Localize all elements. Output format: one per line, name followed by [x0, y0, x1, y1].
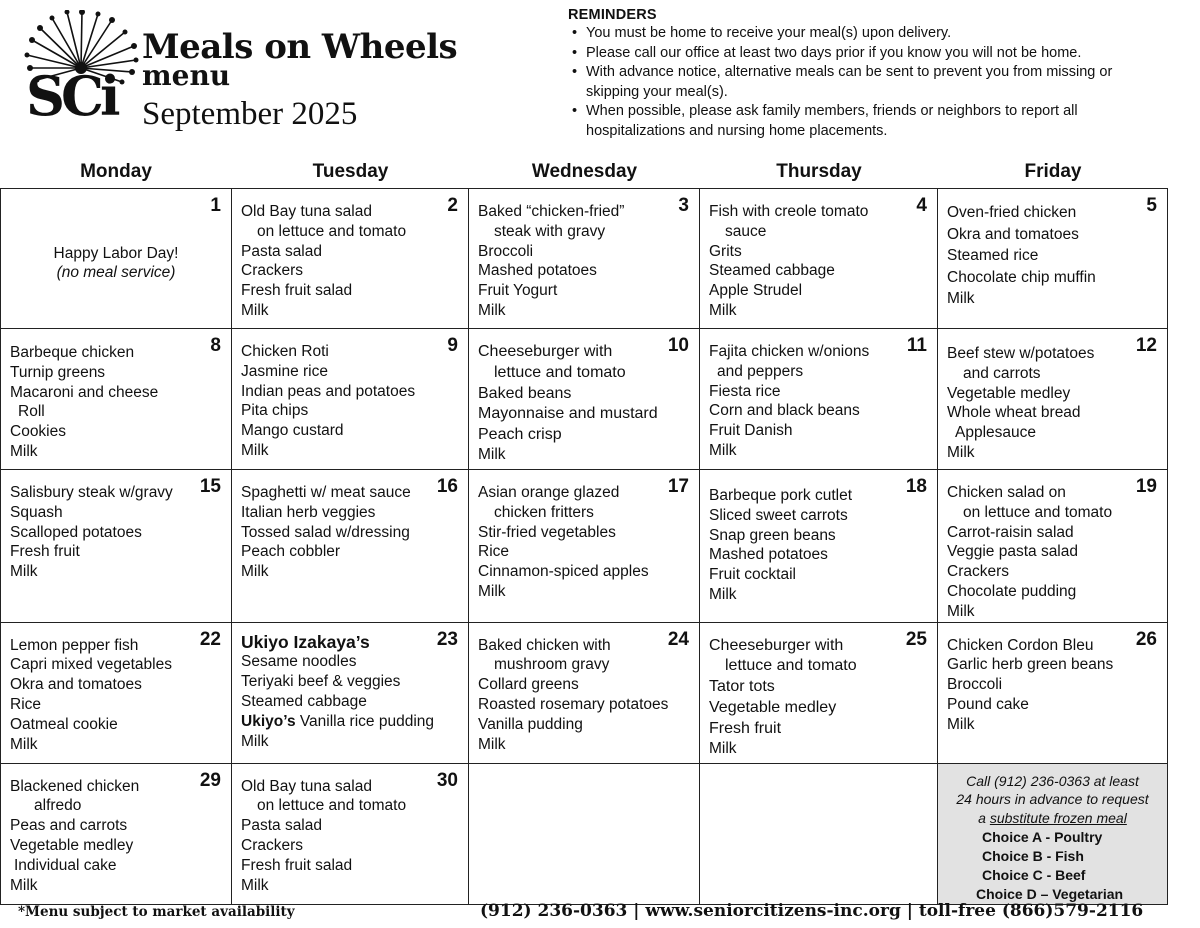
meal-item: Cheeseburger with: [709, 636, 844, 654]
meal-list: [232, 764, 468, 896]
day-number: 4: [916, 195, 927, 216]
empty-cell: [469, 763, 700, 905]
day-number: 2: [447, 195, 458, 216]
day-cell: [469, 329, 700, 470]
meal-list: [1, 470, 231, 582]
meal-item: Cheeseburger with: [478, 343, 613, 360]
meal-item: Vegetable medley: [10, 836, 134, 854]
meal-item: Milk: [709, 301, 737, 319]
meal-item: Salisbury steak w/gravy: [10, 484, 173, 501]
meal-item: Fresh fruit salad: [241, 282, 353, 300]
day-cell: [1, 622, 232, 763]
meal-item: Vegetable medley: [947, 384, 1071, 402]
meal-item: Fresh fruit: [709, 719, 782, 737]
meal-item: Peach cobbler: [241, 543, 341, 561]
meal-item: Okra and tomatoes: [10, 676, 142, 694]
meal-item: Milk: [947, 715, 975, 733]
meal-item: Milk: [10, 876, 38, 894]
meal-item: Turnip greens: [10, 363, 106, 381]
meal-item: alfredo: [34, 797, 82, 815]
meal-item: Fresh fruit salad: [241, 856, 353, 874]
meal-item: Milk: [241, 563, 269, 581]
meal-item: Chicken salad on: [947, 484, 1066, 501]
meal-item: Milk: [241, 301, 269, 319]
weekday-monday: Monday: [80, 161, 152, 182]
meal-list: [700, 623, 937, 757]
meal-list: [469, 189, 699, 321]
day-number: 12: [1135, 335, 1157, 356]
meal-item: mushroom gravy: [494, 656, 610, 674]
meal-item: Squash: [10, 503, 63, 521]
meal-item: Chicken Cordon Bleu: [947, 636, 1094, 654]
reminder-item: • With advance notice, alternative meals can be sent to prevent you from missing or skipping your meal(s).: [568, 63, 1168, 102]
day-number: 25: [905, 628, 927, 650]
meal-item: Teriyaki beef & veggies: [241, 673, 401, 691]
meal-item: Milk: [709, 585, 737, 603]
meal-item: Collard greens: [478, 676, 579, 694]
meal-item: Baked beans: [478, 384, 572, 402]
meal-item: Baked chicken with: [478, 636, 611, 654]
meal-item: Fresh fruit: [10, 543, 80, 561]
day-cell: [469, 622, 700, 763]
sci-logo: [22, 10, 140, 132]
day-number: 17: [667, 476, 689, 497]
day-cell: [232, 470, 469, 623]
day-number: 16: [436, 476, 458, 497]
day-number: 29: [199, 769, 221, 791]
day-number: 23: [436, 628, 458, 650]
meal-item: Stir-fried vegetables: [478, 523, 616, 541]
meal-list: [469, 470, 699, 602]
meal-list: [938, 329, 1167, 463]
meal-item: Milk: [10, 735, 38, 753]
day-cell: [938, 622, 1168, 763]
day-number: 3: [678, 195, 689, 216]
meal-item: and carrots: [963, 364, 1041, 382]
day-cell: [700, 329, 938, 470]
day-cell: [700, 470, 938, 623]
meal-item: Fiesta rice: [709, 382, 781, 400]
substitute-underlined: substitute frozen meal: [989, 809, 1127, 826]
meal-list: [700, 189, 937, 321]
meal-item: Vanilla pudding: [478, 715, 583, 733]
meal-list: [232, 329, 468, 461]
meal-item: Lemon pepper fish: [10, 636, 139, 654]
meal-list: [1, 623, 231, 755]
meal-item: sauce: [725, 222, 767, 240]
day-cell: [232, 329, 469, 470]
meal-item: Chocolate chip muffin: [947, 268, 1096, 286]
reminder-item: • Please call our office at least two days prior if you know you will not be home.: [568, 44, 1168, 64]
meal-item: Steamed cabbage: [241, 692, 367, 710]
meal-item: Vegetable medley: [709, 698, 837, 716]
day-number: 30: [436, 769, 458, 791]
day-cell: [1, 470, 232, 623]
day-number: 1: [210, 195, 221, 216]
menu-calendar: [0, 188, 1168, 905]
meal-item: lettuce and tomato: [494, 363, 626, 381]
meal-item: Garlic herb green beans: [947, 656, 1114, 674]
meal-item: Asian orange glazed: [478, 484, 620, 501]
meal-item: Milk: [709, 441, 737, 459]
meal-item: Capri mixed vegetables: [10, 656, 172, 674]
meal-item: Barbeque pork cutlet: [709, 487, 853, 504]
substitute-line: Call (912) 236-0363 at least: [966, 772, 1139, 789]
meal-list: [469, 623, 699, 755]
meal-item: Tossed salad w/dressing: [241, 523, 410, 541]
day-number: 26: [1135, 628, 1157, 650]
meal-item: Applesauce: [955, 424, 1037, 442]
meal-list: [700, 470, 937, 605]
meal-item: Milk: [478, 735, 506, 753]
day-cell: [938, 470, 1168, 623]
meal-item: Mashed potatoes: [709, 546, 828, 564]
reminders-heading: REMINDERS: [568, 7, 657, 23]
meal-item: Milk: [478, 301, 506, 319]
meal-item: Milk: [947, 443, 975, 461]
meal-item: Chocolate pudding: [947, 582, 1077, 600]
meal-item: Broccoli: [478, 242, 534, 260]
choice-item: Choice A - Poultry: [982, 829, 1103, 846]
meal-item: on lettuce and tomato: [257, 797, 407, 815]
day-cell: [1, 329, 232, 470]
empty-cell: [700, 763, 938, 905]
meal-item: Pasta salad: [241, 242, 322, 260]
reminders-panel: [568, 6, 1168, 141]
meal-item: Steamed rice: [947, 247, 1039, 264]
day-cell: [700, 189, 938, 329]
day-number: 9: [447, 335, 458, 356]
meal-item: Okra and tomatoes: [947, 225, 1079, 243]
choice-item: Choice D – Vegetarian: [976, 886, 1124, 903]
meal-item: Mango custard: [241, 422, 344, 440]
market-availability-note: *Menu subject to market availability: [18, 904, 295, 920]
meal-item: steak with gravy: [494, 222, 606, 240]
holiday-note: [1, 189, 231, 282]
meal-item: Milk: [478, 582, 506, 600]
day-cell: [469, 189, 700, 329]
meal-item: Whole wheat bread: [947, 404, 1081, 422]
meal-item: Milk: [241, 732, 269, 750]
substitute-line: [938, 809, 1167, 828]
day-number: 18: [905, 476, 927, 497]
meal-item: Milk: [947, 602, 975, 620]
meal-item: Tator tots: [709, 678, 775, 696]
weekday-tuesday: Tuesday: [312, 161, 389, 182]
day-cell: [469, 470, 700, 623]
meal-list: [232, 623, 468, 752]
meal-item: Milk: [241, 441, 269, 459]
meal-item: Beef stew w/potatoes: [947, 345, 1095, 362]
weekday-wednesday: Wednesday: [531, 161, 638, 182]
meal-item: Chicken Roti: [241, 343, 329, 360]
day-cell: [938, 329, 1168, 470]
meal-item: Scalloped potatoes: [10, 523, 142, 541]
meal-item: Milk: [10, 442, 38, 460]
contact-info: (912) 236-0363 | www.seniorcitizens-inc.org | toll-free (866)579-2116: [480, 901, 1144, 921]
choice-item: Choice C - Beef: [982, 867, 1086, 884]
meal-item: Baked “chicken-fried”: [478, 203, 625, 220]
day-cell: [232, 763, 469, 905]
day-cell: [232, 189, 469, 329]
day-number: 19: [1135, 476, 1157, 497]
weekday-friday: Friday: [1024, 161, 1082, 182]
meal-item: Snap green beans: [709, 526, 836, 544]
meal-item: Roll: [18, 403, 45, 421]
meal-item: Broccoli: [947, 676, 1003, 694]
meal-item: Sliced sweet carrots: [709, 506, 848, 524]
day-number: 5: [1146, 195, 1157, 216]
meal-item: [241, 712, 460, 732]
meal-item: on lettuce and tomato: [257, 222, 407, 240]
meal-item: Sesame noodles: [241, 653, 357, 671]
substitute-choices: [938, 828, 1167, 904]
meal-item: Blackened chicken: [10, 777, 140, 795]
meal-item: Rice: [478, 543, 510, 561]
meal-item: Carrot-raisin salad: [947, 523, 1074, 541]
meal-item: Jasmine rice: [241, 362, 328, 380]
restaurant-heading: Ukiyo Izakaya’s: [241, 631, 370, 652]
meal-item: Mayonnaise and mustard: [478, 405, 658, 423]
meal-item: Crackers: [947, 563, 1010, 581]
meal-item: Milk: [709, 739, 737, 757]
meal-item: Grits: [709, 242, 742, 260]
meal-item: Pound cake: [947, 695, 1029, 713]
meal-item: on lettuce and tomato: [963, 503, 1113, 521]
meal-item: Old Bay tuna salad: [241, 203, 372, 220]
meal-list: [469, 329, 699, 463]
day-number: 10: [667, 335, 689, 356]
meal-list: [938, 470, 1167, 622]
meal-item: Spaghetti w/ meat sauce: [241, 484, 411, 501]
meal-item: Milk: [10, 563, 38, 581]
day-number: 15: [199, 476, 221, 497]
meal-item: Roasted rosemary potatoes: [478, 695, 669, 713]
meal-item: Cinnamon-spiced apples: [478, 563, 649, 581]
reminder-item: • You must be home to receive your meal(s) upon delivery.: [568, 24, 1168, 44]
meal-item: Fish with creole tomato: [709, 203, 869, 220]
day-cell: [700, 622, 938, 763]
meal-item: Milk: [478, 445, 506, 463]
substitute-info: [938, 764, 1167, 905]
holiday-title: Happy Labor Day!: [53, 245, 179, 262]
meal-item: lettuce and tomato: [725, 657, 857, 675]
meal-item: Corn and black beans: [709, 402, 860, 420]
meal-item: Peas and carrots: [10, 817, 128, 835]
restaurant-brand: Ukiyo’s: [241, 712, 296, 730]
meal-item: and peppers: [717, 362, 804, 380]
meal-item: Fruit cocktail: [709, 566, 796, 584]
meal-item: Mashed potatoes: [478, 262, 597, 280]
meal-item: Pasta salad: [241, 817, 322, 835]
meal-item: Pita chips: [241, 402, 309, 420]
meal-item: Milk: [947, 290, 975, 307]
meal-item: Barbeque chicken: [10, 344, 135, 361]
reminder-item: • When possible, please ask family members, friends or neighbors to report all hospitalizations and nursing home placements.: [568, 102, 1168, 141]
meal-item: Oatmeal cookie: [10, 715, 118, 733]
meal-list: [1, 329, 231, 462]
logo-text: SCi: [26, 64, 117, 128]
meal-item: Milk: [241, 876, 269, 894]
meal-list: [232, 189, 468, 321]
substitute-meal-box: [938, 763, 1168, 905]
substitute-prefix: a: [978, 809, 990, 826]
meal-list: [938, 623, 1167, 735]
meal-item: Crackers: [241, 262, 304, 280]
meal-item: chicken fritters: [494, 503, 594, 521]
holiday-subtitle: (no meal service): [56, 264, 176, 281]
page-subtitle: menu: [142, 59, 231, 92]
meal-item: Fruit Yogurt: [478, 282, 558, 300]
meal-item: Italian herb veggies: [241, 503, 376, 521]
month-label: September 2025: [142, 96, 358, 132]
meal-item: Macaroni and cheese: [10, 383, 159, 401]
page-title: Meals on Wheels: [142, 27, 458, 67]
meal-item-text: Vanilla rice pudding: [295, 712, 435, 730]
meal-item: Fajita chicken w/onions: [709, 343, 870, 360]
day-cell: [1, 189, 232, 329]
meal-list: [938, 189, 1167, 310]
meal-item: Veggie pasta salad: [947, 543, 1078, 561]
day-number: 22: [199, 628, 221, 650]
day-number: 24: [667, 628, 689, 650]
meal-item: Crackers: [241, 836, 304, 854]
day-number: 8: [210, 335, 221, 356]
reminders-list: [568, 24, 1168, 141]
meal-item: Peach crisp: [478, 426, 562, 444]
meal-item: Steamed cabbage: [709, 262, 835, 280]
substitute-line: 24 hours in advance to request: [956, 791, 1149, 808]
meal-item: Oven-fried chicken: [947, 204, 1077, 221]
day-number: 11: [906, 335, 927, 356]
day-cell: [232, 622, 469, 763]
weekday-thursday: Thursday: [776, 161, 862, 182]
meal-list: [1, 764, 231, 896]
meal-list: [700, 329, 937, 461]
meal-list: [232, 470, 468, 582]
choice-item: Choice B - Fish: [982, 848, 1084, 865]
day-cell: [938, 189, 1168, 329]
day-cell: [1, 763, 232, 905]
meal-item: Rice: [10, 695, 42, 713]
meal-item: Apple Strudel: [709, 282, 803, 300]
meal-item: Cookies: [10, 423, 66, 441]
meal-item: Indian peas and potatoes: [241, 382, 416, 400]
meal-item: Individual cake: [14, 856, 117, 874]
meal-item: Old Bay tuna salad: [241, 777, 372, 795]
meal-item: Fruit Danish: [709, 422, 793, 440]
